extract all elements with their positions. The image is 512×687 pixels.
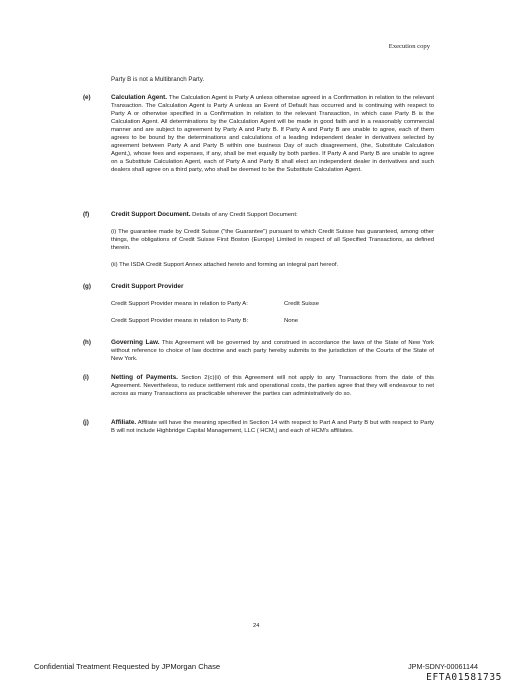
- section-e-title: Calculation Agent.: [111, 94, 168, 101]
- section-f-item-2: (ii) The ISDA Credit Support Annex attached hereto and forming an integral part hereof.: [111, 262, 339, 268]
- section-j-title: Affiliate.: [111, 419, 137, 426]
- section-j: [72, 419, 434, 435]
- section-g-row-b-label: Credit Support Provider means in relation to Party B:: [111, 318, 249, 324]
- section-i: [72, 374, 434, 398]
- section-f-title: Credit Support Document.: [111, 211, 191, 218]
- section-h: [72, 339, 434, 363]
- section-j-text: Affiliate will have the meaning specified in Section 14 with respect to Part A and Party B but with respect to Party B will not include Highbridge Capital Management, LLC ( HCM,) and each of HCM's affiliates.: [111, 420, 435, 434]
- section-h-label: (h): [83, 339, 91, 346]
- execution-copy-label: Execution copy: [388, 43, 430, 50]
- section-g-row-a-value: Credit Suisse: [284, 301, 320, 307]
- section-g-row-a-label: Credit Support Provider means in relation to Party A:: [111, 301, 248, 307]
- section-g: [72, 283, 434, 334]
- section-f: [72, 211, 434, 278]
- footer-confidential: Confidential Treatment Requested by JPMorgan Chase: [34, 662, 221, 671]
- section-g-row-a: [111, 300, 434, 308]
- section-e: [72, 94, 434, 174]
- section-f-text: Details of any Credit Support Document:: [192, 212, 298, 218]
- section-i-text: Section 2(c)(ii) of this Agreement will not apply to any Transactions from the date of this Agreement. Nevertheless, to reduce settlement risk and operational costs, the parties agree that they will endeavour to net across as many Transactions as practicable wherever the parties can administratively do so.: [111, 375, 435, 397]
- section-g-label: (g): [83, 283, 91, 290]
- section-g-row-b: [111, 317, 434, 325]
- footer-bates-number: JPM-SDNY-00061144: [408, 662, 478, 671]
- section-i-label: (i): [83, 374, 89, 381]
- section-j-label: (j): [83, 419, 89, 426]
- section-h-text: This Agreement will be governed by and construed in accordance the laws of the State of New York without reference to choice of law doctrine and each party hereby submits to the jurisdiction of the Courts of the State of New York.: [111, 340, 435, 362]
- section-g-title: Credit Support Provider: [111, 283, 184, 290]
- efta-number: EFTA01581735: [426, 672, 502, 683]
- section-f-item-1: (i) The guarantee made by Credit Suisse ("the Guarantee") pursuant to which Credit Suisse has guaranteed, among other things, the obligations of Credit Suisse First Boston (Europe) Limited in respect of all Specified Transactions, as defined therein.: [111, 229, 434, 251]
- section-h-title: Governing Law.: [111, 339, 160, 346]
- intro-text: Party B is not a Multibranch Party.: [111, 76, 205, 83]
- section-f-label: (f): [83, 211, 90, 218]
- section-e-label: (e): [83, 94, 91, 101]
- section-g-row-b-value: None: [284, 318, 299, 324]
- section-e-text: The Calculation Agent is Party A unless otherwise agreed in a Confirmation in relation to the relevant Transaction. The Calculation Agent is Party A unless an Event of Default has occurred and is continuing with respect to Party A or otherwise specified in a Confirmation in relation to the relevant Transaction, in which case Party B is the Calculation Agent. All determinations by the Calculation Agent will be made in good faith and in a reasonably commercial manner and are subject to agreement by Party A and Party B. If Party A and Party B are unable to agree, each of them agrees to be bound by the determinations and calculations of a leading independent dealer in derivatives selected by agreement between Party A and Party B within one business Day of such disagreement, (the, Substitute Calculation Agent,), whose fees and expenses, if any, shall be met equally by both parties. If Party A and Party B are unable to agree on a Substitute Calculation Agent, each of Party A and Party B shall elect an independent dealer in derivatives and such dealers shall agree on a third party, who shall be deemed to be the Substitute Calculation Agent.: [111, 95, 434, 173]
- page-number: 24: [253, 623, 260, 629]
- section-i-title: Netting of Payments.: [111, 374, 178, 381]
